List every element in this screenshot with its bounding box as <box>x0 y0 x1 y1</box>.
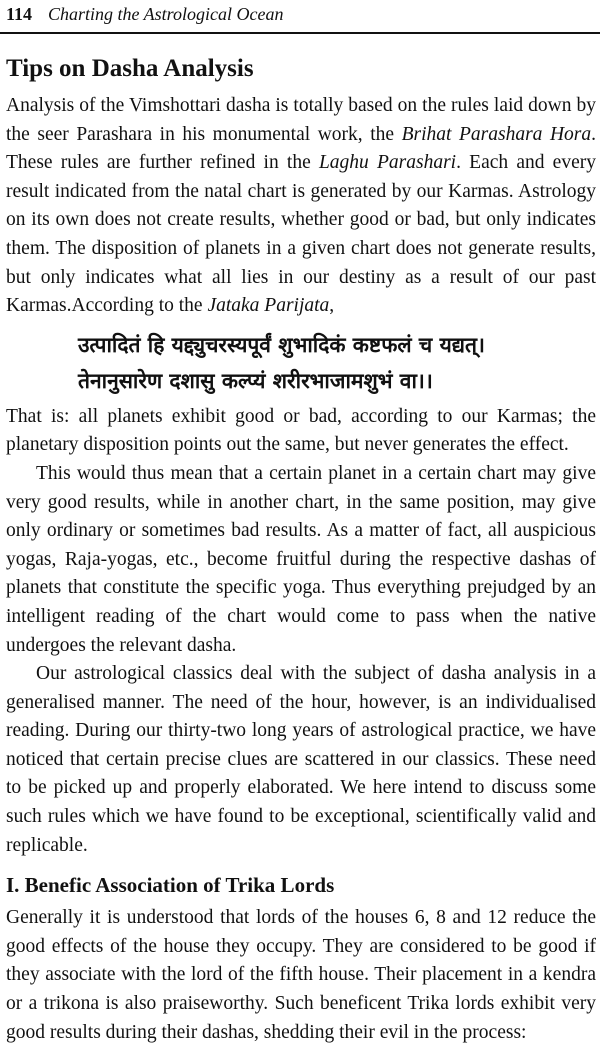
text-run: . Each and every result indicated from the natal chart is generated by our Karmas. Astrology on its own does not create results, whether good or bad, but only indicates them. The disposition of planets in a given chart does not generate results, but only indicates what all lies in our destiny as a result of our past Karmas.According to the <box>6 152 596 317</box>
section-title-trika-lords: I. Benefic Association of Trika Lords <box>6 873 335 898</box>
paragraph-classics: Our astrological classics deal with the subject of dasha analysis in a generalised manner. The need of the hour, however, is an individualised reading. During our thirty-two long years of astrological practice, we have noticed that certain precise clues are scattered in our classics. These need to be picked up and properly elaborated. We here intend to discuss some such rules which we have found to be exceptional, scientifically valid and replicable. <box>6 663 596 856</box>
sanskrit-verse <box>6 327 596 399</box>
text-run: , <box>329 295 335 317</box>
sanskrit-line-1: उत्पादितं हि यद्द्युचरस्यपूर्वं शुभादिकं कष्टफलं च यद्यत्। <box>78 332 485 357</box>
paragraph-trika-lords: Generally it is understood that lords of the houses 6, 8 and 12 reduce the good effects of the house they occupy. They are considered to be good if they associate with the lord of the fifth house. Their placement in a kendra or a trikona is also praiseworthy. Such beneficent Trika lords exhibit very good results during their dashas, shedding their evil in the process: <box>6 907 596 1043</box>
page-header <box>0 0 600 34</box>
text-run: . These rules are further refined in the <box>6 123 597 174</box>
section-title-dasha-analysis: Tips on Dasha Analysis <box>6 55 254 82</box>
book-title-brihat-parashara-hora: Brihat Parashara Hora <box>401 123 592 145</box>
page-content <box>6 52 596 1047</box>
paragraph-planet-results: This would thus mean that a certain planet in a certain chart may give very good results, while in another chart, in the same position, may give only ordinary or sometimes bad results. As a matter of fact, all auspicious yogas, Raja-yogas, etc., become fruitful during the respective dashas of planets that constitute the specific yoga. Thus everything prejudged by an intelligent reading of the chart would come to pass when the native undergoes the relevant dasha. <box>6 462 596 656</box>
page-number: 114 <box>6 4 33 24</box>
text-run: Analysis of the Vimshottari dasha is totally based on the rules laid down by the seer Parashara in his monumental work, the <box>6 95 596 145</box>
running-title: Charting the Astrological Ocean <box>48 4 284 24</box>
paragraph-intro <box>6 92 596 321</box>
sanskrit-line-2: तेनानुसारेण दशासु कल्प्यं शरीरभाजामशुभं वा।। <box>78 368 433 393</box>
paragraph-translation: That is: all planets exhibit good or bad, according to our Karmas; the planetary disposition points out the same, but never generates the effect. <box>6 405 596 456</box>
book-title-laghu-parashari: Laghu Parashari <box>318 152 457 174</box>
book-title-jataka-parijata: Jataka Parijata <box>207 295 330 317</box>
